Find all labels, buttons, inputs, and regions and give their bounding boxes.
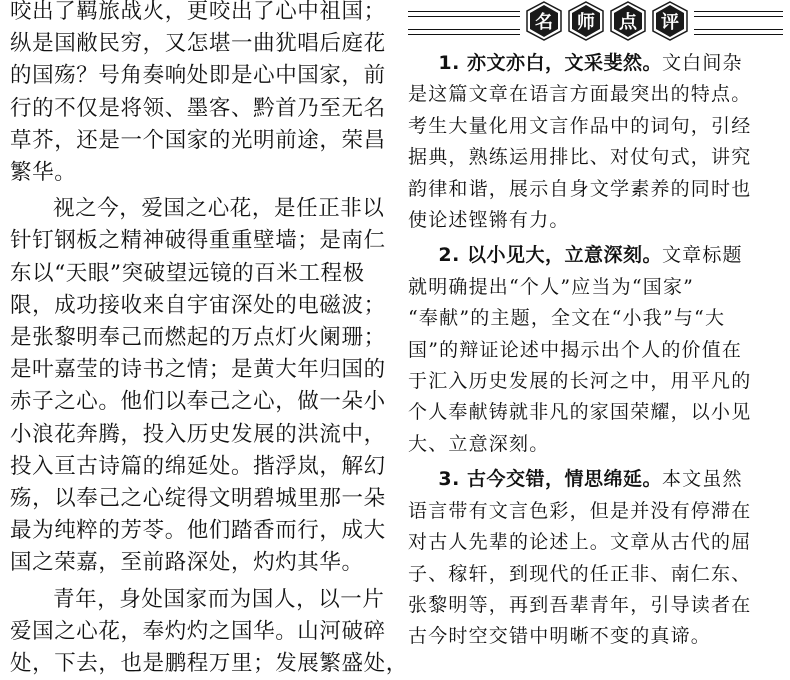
point-first-line: [408, 464, 783, 495]
header-badges: [520, 1, 694, 41]
text-line: 据典，熟练运用排比、对仗句式，讲究: [408, 146, 752, 169]
text-line: 文章标题: [661, 244, 743, 267]
point-first-line: [408, 48, 783, 79]
essay-paragraph-1: [10, 0, 386, 189]
review-point-2: [408, 240, 783, 460]
text-line: 处，下去，也是鹏程万里；发展繁盛处，: [10, 651, 408, 677]
badge-dian: [608, 1, 648, 41]
essay-paragraph-2: [10, 193, 386, 579]
text-line: 是叶嘉莹的诗书之情；是黄大年归国的: [10, 357, 386, 383]
badge-text: 师: [577, 12, 595, 33]
text-line: 于汇入历史发展的长河之中，用平凡的: [408, 370, 752, 393]
point-title: 1. 亦文亦白，文采斐然。: [438, 52, 662, 74]
text-line: 就明确提出“个人”应当为“国家”: [408, 275, 695, 298]
review-column: [408, 0, 783, 653]
point-first-line: [408, 240, 783, 271]
text-line: 繁华。: [10, 160, 77, 186]
text-line: 国之荣嘉，至前路深处，灼灼其华。: [10, 550, 364, 576]
text-line: 东以“天眼”突破望远镜的百米工程极: [10, 260, 365, 286]
text-line: “奉献”的主题，全文在“小我”与“大: [408, 307, 726, 330]
text-line: 赤子之心。他们以奉己之心，做一朵小: [10, 389, 386, 415]
badge-ping: [650, 1, 690, 41]
text-line: 大、立意深刻。: [408, 432, 550, 455]
badge-text: 点: [619, 12, 637, 33]
text-line: 的国殇？号角奏响处即是心中国家，前: [10, 63, 386, 89]
text-line: 对古人先辈的论述上。文章从古代的屈: [408, 531, 752, 554]
review-point-1: [408, 48, 783, 236]
review-point-3: [408, 464, 783, 652]
text-line: 咬出了羁旅战火，更咬出了心中祖国；: [10, 0, 386, 24]
text-line: 限，成功接收来自宇宙深处的电磁波；: [10, 292, 386, 318]
essay-column: [10, 0, 408, 680]
badge-ming: [524, 1, 564, 41]
text-line: 古今时空交错中明晰不变的真谛。: [408, 625, 712, 648]
text-line: 文白间杂: [661, 52, 743, 74]
text-line: 最为纯粹的芳苓。他们踏香而行，成大: [10, 518, 386, 544]
text-line: 殇，以奉己之心绽得文明碧城里那一朵: [10, 486, 386, 512]
essay-paragraph-3: [10, 584, 408, 680]
badge-text: 评: [661, 12, 679, 33]
text-line: 爱国之心花，奉灼灼之国华。山河破碎: [10, 618, 386, 644]
text-line: 韵律和谐，展示自身文学素养的同时也: [408, 177, 752, 200]
text-line: 是这篇文章在语言方面最突出的特点。: [408, 83, 752, 106]
badge-text: 名: [535, 12, 553, 33]
text-line: 是张黎明奉己而燃起的万点灯火阑珊；: [10, 325, 386, 351]
text-line: 考生大量化用文言作品中的词句，引经: [408, 114, 752, 137]
text-line: 纵是国敝民穷，又怎堪一曲犹唱后庭花: [10, 31, 386, 57]
text-line: 投入亘古诗篇的绵延处。揩浮岚，解幻: [10, 453, 386, 479]
text-line: 子、稼轩，到现代的任正非、南仁东、: [408, 562, 752, 585]
text-line: 个人奉献铸就非凡的家国荣耀，以小见: [408, 401, 752, 424]
text-line: 张黎明等，再到吾辈青年，引导读者在: [408, 593, 752, 616]
review-header: [408, 0, 783, 44]
text-line: 行的不仅是将领、墨客、黔首乃至无名: [10, 95, 386, 121]
text-line: 国”的辩证论述中揭示出个人的价值在: [408, 338, 743, 361]
text-line: 小浪花奔腾，投入历史发展的洪流中，: [10, 421, 386, 447]
text-line: 草芥，还是一个国家的光明前途，荣昌: [10, 127, 386, 153]
review-body: [408, 48, 783, 653]
text-line: 针钉钢板之精神破得重重壁墙；是南仁: [10, 228, 386, 254]
text-line: 语言带有文言色彩，但是并没有停滞在: [408, 499, 752, 522]
text-line: 视之今，爱国之心花，是任正非以: [53, 196, 385, 222]
point-title: 3. 古今交错，情思绵延。: [438, 468, 662, 491]
text-line: 本文虽然: [661, 468, 743, 491]
badge-shi: [566, 1, 606, 41]
point-title: 2. 以小见大，立意深刻。: [438, 244, 662, 267]
text-line: 使论述铿锵有力。: [408, 209, 570, 232]
text-line: 青年，身处国家而为国人，以一片: [53, 586, 385, 612]
